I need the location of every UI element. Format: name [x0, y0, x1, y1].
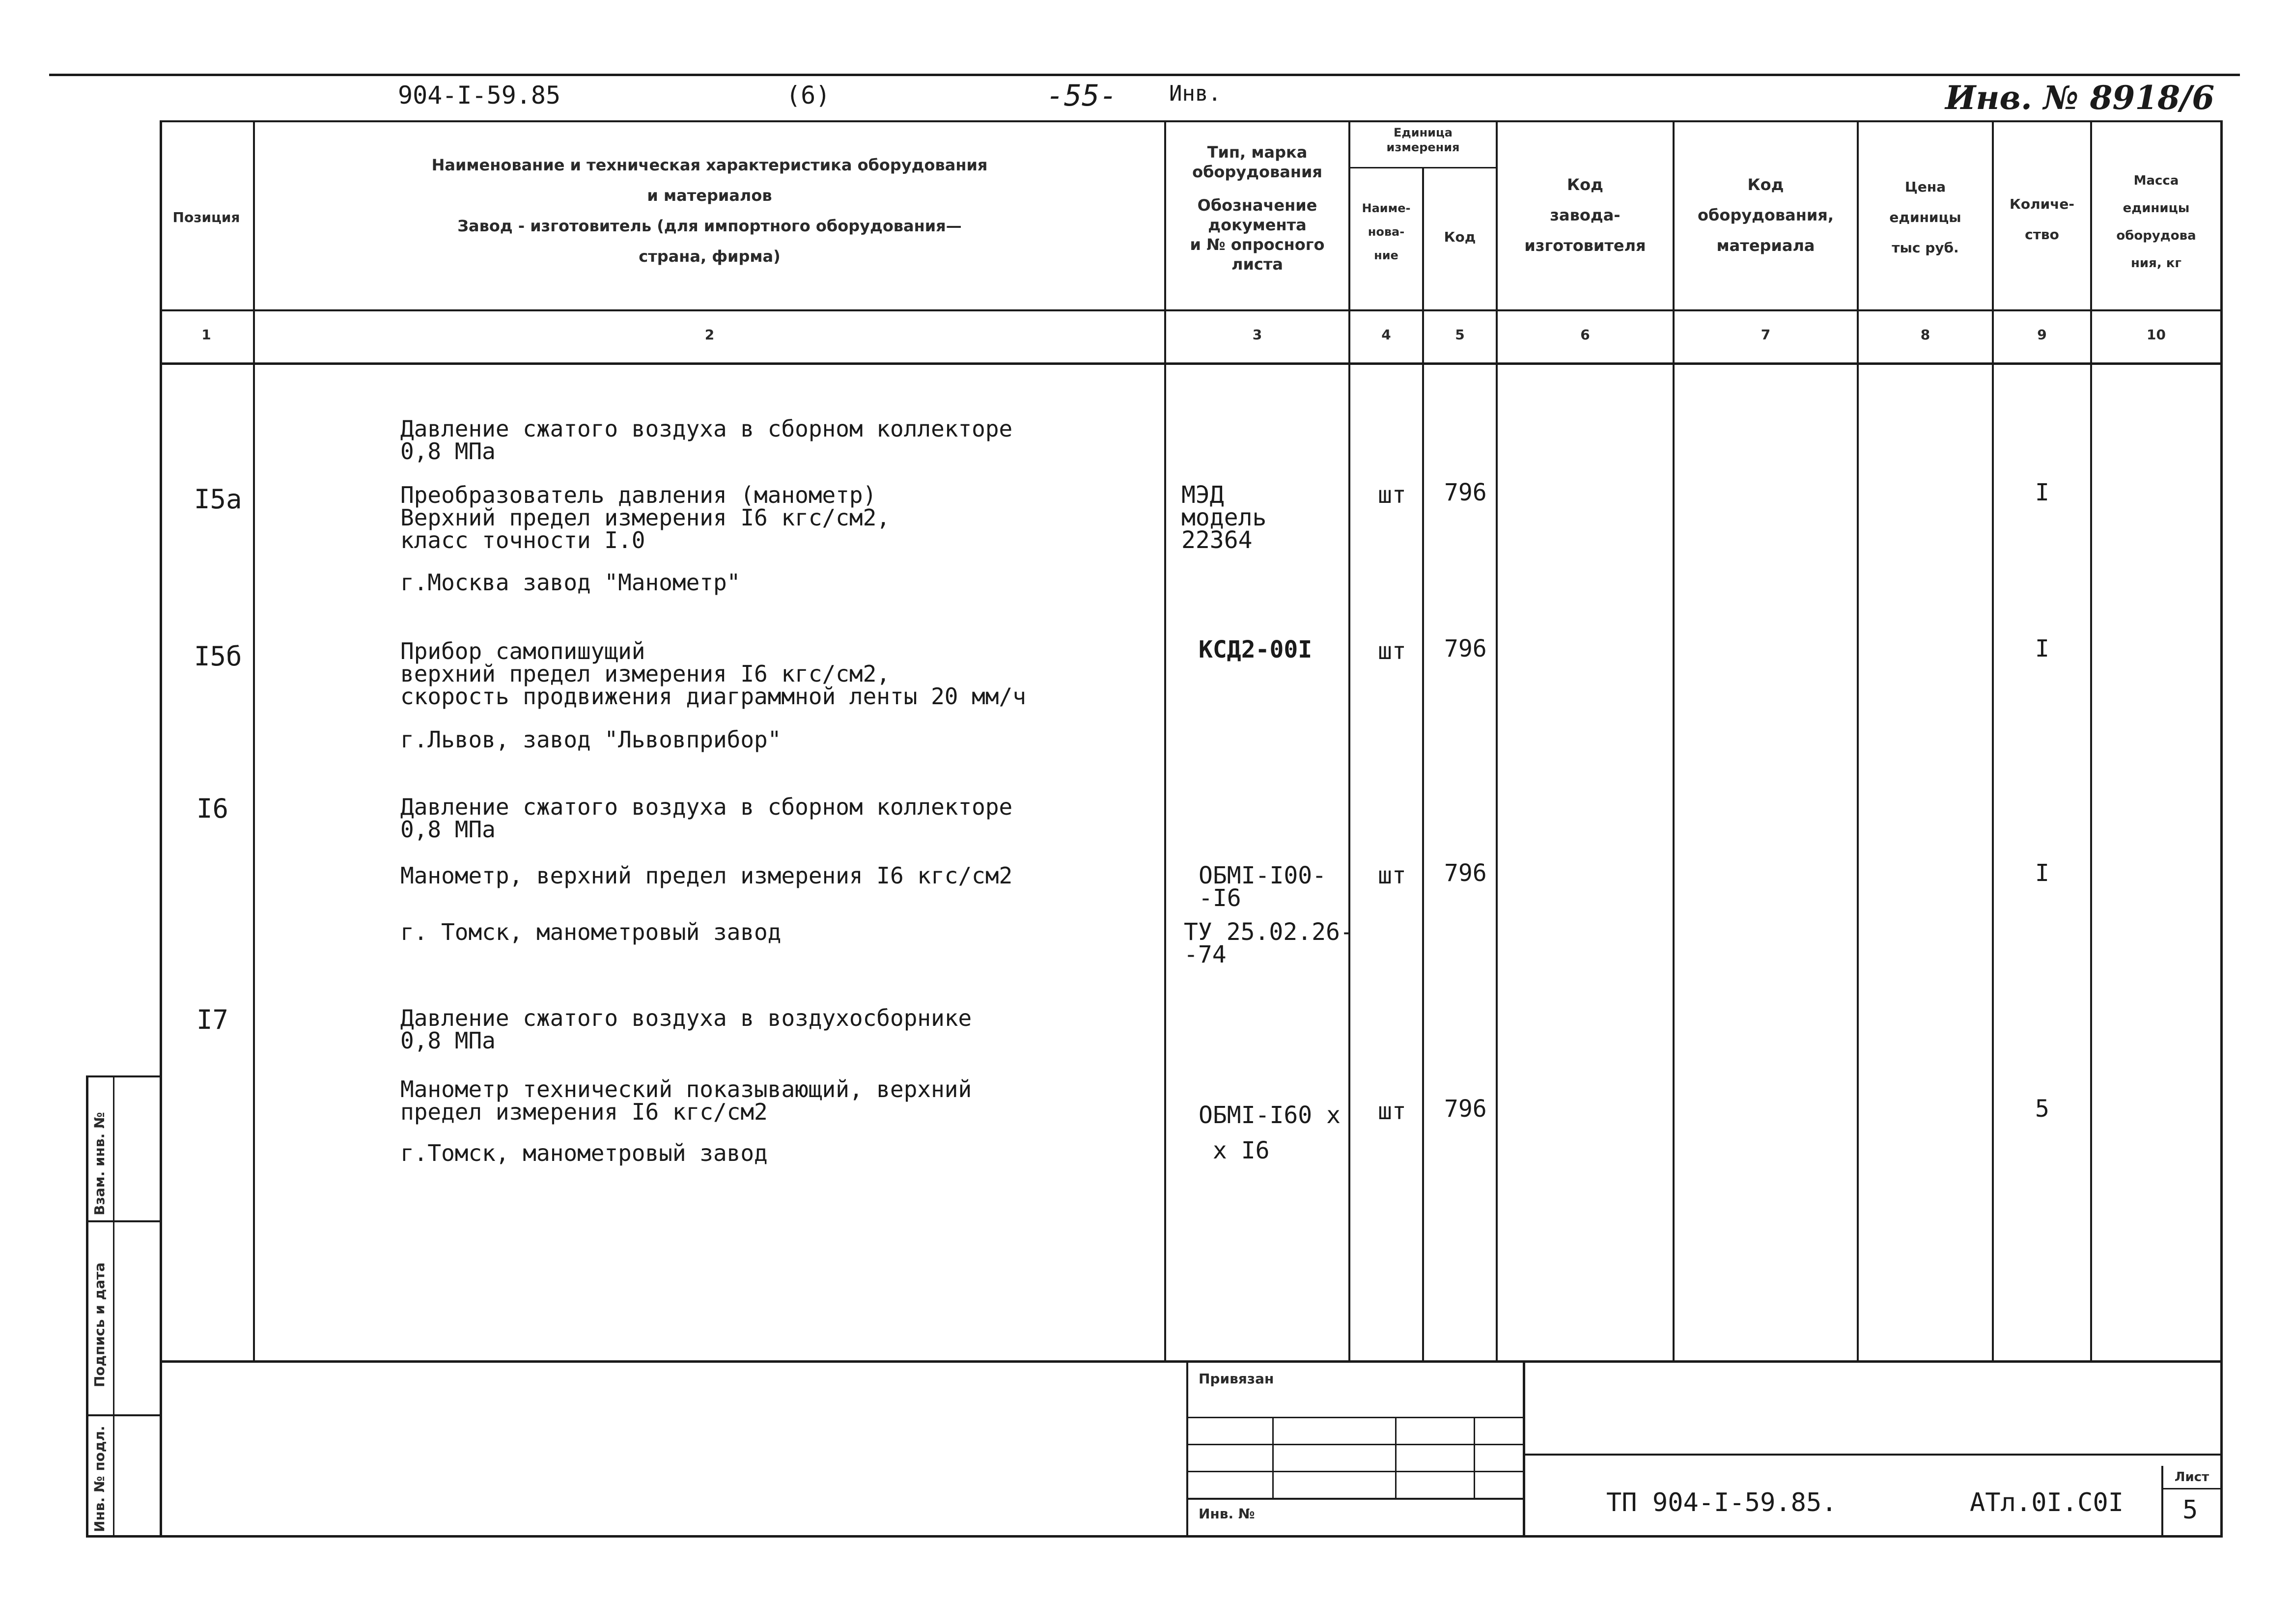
- header-type: [1166, 142, 1348, 274]
- col-line-4: [1422, 167, 1424, 1360]
- row-type-3: ОБМI-I00- -I6: [1199, 862, 1327, 912]
- row-pos-3: I6: [196, 793, 229, 824]
- col-line-2: [1164, 120, 1166, 1360]
- col-line-6: [1673, 120, 1675, 1360]
- colnum-bottom-line: [160, 362, 2223, 365]
- header-unit-name-1: Наиме-: [1362, 201, 1411, 215]
- row-unit-4: шт: [1378, 1098, 1406, 1125]
- stamp-row-4: [1186, 1498, 1523, 1500]
- row-maker-3: г. Томск, манометровый завод: [400, 919, 782, 945]
- stamp-col-1: [1272, 1417, 1274, 1498]
- header-mass: [2092, 167, 2220, 277]
- header-bottom-line: [160, 309, 2223, 311]
- row-maker-4: г.Томск, манометровый завод: [400, 1140, 768, 1166]
- header-unit-name-3: ние: [1374, 248, 1398, 262]
- frame-top: [49, 74, 2240, 76]
- col-line-7: [1857, 120, 1859, 1360]
- header-type-line4: документа: [1208, 216, 1307, 234]
- row-desc-3: Давление сжатого воздуха в сборном коллекторе 0,8 МПа: [400, 794, 1013, 843]
- side-line-3: [86, 1414, 160, 1416]
- header-type-line2: оборудования: [1192, 163, 1322, 181]
- header-equip-code-3: материала: [1716, 236, 1815, 255]
- side-label-replace: Взам. инв. №: [91, 1112, 108, 1215]
- row-maker-2: г.Львов, завод "Львовприбор": [400, 726, 782, 753]
- row-qty-2: I: [2035, 635, 2049, 662]
- row-unit-2: шт: [1378, 637, 1406, 665]
- header-unit-name: [1350, 196, 1422, 267]
- header-unit-code: Код: [1444, 229, 1476, 245]
- col-line-5: [1496, 120, 1498, 1360]
- header-type-line3: Обозначение: [1197, 196, 1317, 215]
- header-equip-code: [1675, 169, 1857, 261]
- header-price-1: Цена: [1904, 179, 1946, 195]
- stamp-row-1: [1186, 1417, 1523, 1418]
- row-code-2: 796: [1444, 635, 1487, 662]
- stamp-box-left: [1186, 1360, 1188, 1537]
- row-qty-4: 5: [2035, 1095, 2049, 1123]
- header-type-line1: Тип, марка: [1207, 143, 1308, 162]
- stamp-project-code: ТП 904-I-59.85.: [1606, 1488, 1837, 1517]
- colnum-2: 2: [704, 327, 715, 343]
- row-pos-1: I5а: [194, 484, 242, 515]
- row-desc-2: Прибор самопишущий верхний предел измерения I6 кгс/см2, скорость продвижения диаграммной ленты 20 мм/ч: [400, 638, 1026, 710]
- row-qty-1: I: [2035, 479, 2049, 506]
- colnum-5: 5: [1455, 327, 1465, 343]
- colnum-9: 9: [2037, 327, 2047, 343]
- header-name-line4: страна, фирма): [639, 247, 781, 266]
- colnum-3: 3: [1252, 327, 1262, 343]
- col-line-8: [1992, 120, 1994, 1360]
- row-type-4: ОБМI-I60 х х I6: [1199, 1101, 1341, 1164]
- page-number: -55-: [1046, 79, 1118, 113]
- col-line-1: [253, 120, 255, 1360]
- frame-right: [2220, 120, 2223, 1537]
- colnum-4: 4: [1381, 327, 1391, 343]
- row-pos-4: I7: [196, 1004, 229, 1035]
- row-heading-1: Давление сжатого воздуха в сборном коллекторе 0,8 МПа: [400, 415, 1013, 465]
- header-mass-2: единицы: [2123, 201, 2190, 216]
- header-maker-code-1: Код: [1567, 175, 1603, 194]
- header-equip-code-1: Код: [1747, 175, 1784, 194]
- stamp-sheet-number: 5: [2182, 1495, 2198, 1525]
- col-line-3: [1348, 120, 1350, 1360]
- stamp-title-line: [1523, 1454, 2220, 1456]
- frame-left-outer: [86, 1075, 88, 1537]
- frame-bottom: [86, 1535, 2223, 1538]
- row-type2-3: ТУ 25.02.26- -74: [1184, 918, 1354, 968]
- header-maker-code-3: изготовителя: [1524, 236, 1646, 255]
- header-maker-code-2: завода-: [1550, 206, 1621, 224]
- header-name-line2: и материалов: [647, 186, 772, 205]
- stamp-bound-label: Привязан: [1199, 1371, 1274, 1387]
- header-price-2: единицы: [1889, 209, 1961, 225]
- row-desc2-4: Манометр технический показывающий, верхний предел измерения I6 кгс/см2: [400, 1076, 972, 1125]
- header-name-line1: Наименование и техническая характеристика оборудования: [431, 156, 988, 174]
- stamp-row-3: [1186, 1471, 1523, 1472]
- row-code-4: 796: [1444, 1095, 1487, 1123]
- stamp-col-2: [1395, 1417, 1397, 1498]
- stamp-box-right: [1523, 1360, 1525, 1537]
- side-line-2: [86, 1220, 160, 1222]
- header-position: Позиция: [172, 209, 240, 225]
- row-unit-1: шт: [1378, 481, 1406, 509]
- row-type-2: КСД2-00I: [1199, 636, 1313, 663]
- row-code-3: 796: [1444, 859, 1487, 887]
- colnum-7: 7: [1761, 327, 1771, 343]
- stamp-col-3: [1474, 1417, 1475, 1498]
- side-label-signature: Подпись и дата: [91, 1262, 108, 1387]
- header-unit-group: [1350, 125, 1496, 155]
- header-unit-name-2: нова-: [1368, 225, 1405, 239]
- header-equip-code-2: оборудования,: [1698, 206, 1834, 224]
- stamp-doc-code: АТл.0I.С0I: [1970, 1488, 2124, 1517]
- colnum-10: 10: [2147, 327, 2166, 343]
- col-line-9: [2090, 120, 2092, 1360]
- side-label-inv: Инв. № подл.: [91, 1426, 108, 1532]
- stamp-row-2: [1186, 1444, 1523, 1445]
- header-maker-code: [1498, 169, 1673, 261]
- row-desc-4: Давление сжатого воздуха в воздухосборнике 0,8 МПа: [400, 1005, 972, 1054]
- header-type-line6: листа: [1231, 255, 1283, 274]
- row-code-1: 796: [1444, 479, 1487, 506]
- row-maker-1: г.Москва завод "Манометр": [400, 569, 741, 596]
- header-name-line3: Завод - изготовитель (для импортного оборудования—: [457, 217, 962, 235]
- colnum-6: 6: [1580, 327, 1590, 343]
- header-price-3: тыс руб.: [1892, 240, 1959, 256]
- side-line-1: [86, 1075, 160, 1077]
- stamp-inv-label: Инв. №: [1199, 1506, 1255, 1522]
- colnum-8: 8: [1920, 327, 1930, 343]
- header-top-line: [160, 120, 2223, 122]
- header-name: [255, 152, 1164, 269]
- header-qty-2: ство: [2025, 226, 2059, 243]
- header-mass-4: ния, кг: [2130, 256, 2182, 271]
- inv-handwritten: Инв. № 8918/6: [1945, 79, 2215, 117]
- header-unit-line2: измерения: [1386, 140, 1460, 154]
- row-unit-3: шт: [1378, 862, 1406, 889]
- doc-code-top: 904-I-59.85: [398, 81, 561, 110]
- stamp-top-line: [160, 1360, 2223, 1363]
- header-unit-line1: Единица: [1394, 126, 1453, 139]
- side-mid-line: [113, 1075, 114, 1535]
- inv-label: Инв.: [1169, 81, 1221, 106]
- row-desc-1: Преобразователь давления (манометр) Верхний предел измерения I6 кгс/см2, класс точности I.0: [400, 482, 890, 553]
- header-type-line5: и № опросного: [1190, 235, 1325, 254]
- row-pos-2: I5б: [194, 641, 242, 672]
- stamp-sheet-label: Лист: [2174, 1470, 2209, 1485]
- sheet-paren: (6): [786, 81, 831, 110]
- row-desc2-3: Манометр, верхний предел измерения I6 кгс/см2: [400, 862, 1013, 889]
- row-type-1: МЭД модель 22364: [1181, 481, 1267, 554]
- header-mass-3: оборудова: [2116, 228, 2196, 243]
- header-qty-1: Количе-: [2009, 196, 2075, 212]
- row-qty-3: I: [2035, 859, 2049, 887]
- colnum-1: 1: [201, 327, 211, 343]
- header-price: [1859, 172, 1992, 263]
- header-mass-1: Масса: [2133, 173, 2179, 188]
- header-qty: [1994, 189, 2090, 250]
